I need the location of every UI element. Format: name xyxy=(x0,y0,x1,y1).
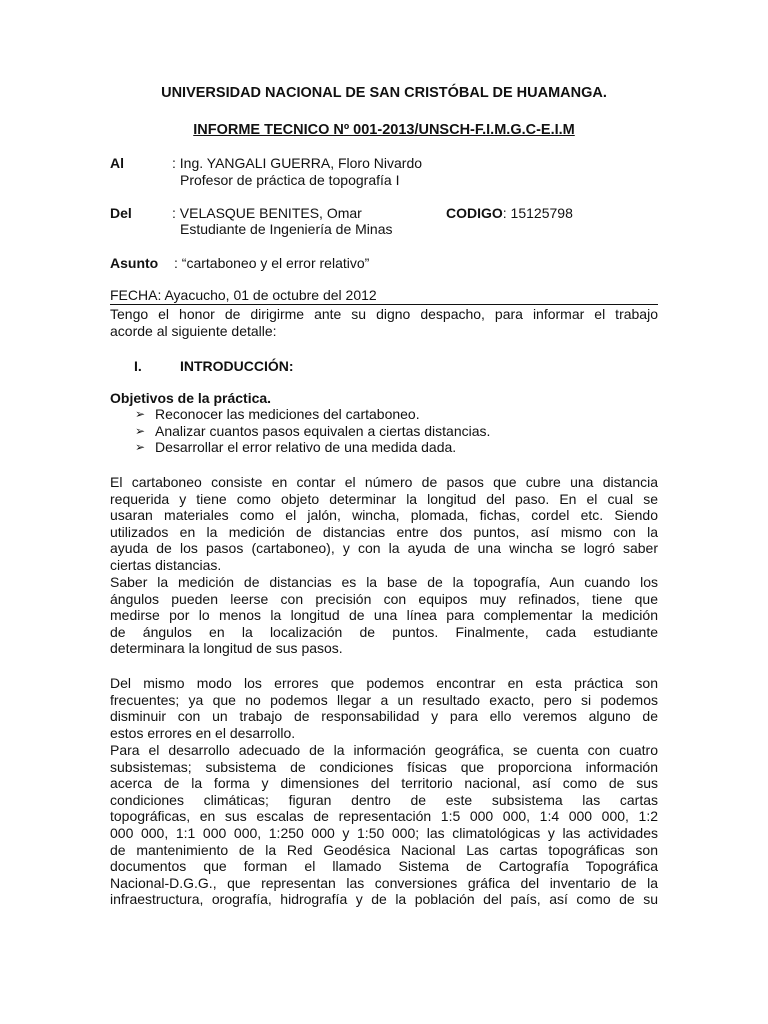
paragraph-line: ciertas distancias. xyxy=(110,556,222,573)
to-role: Profesor de práctica de topografía I xyxy=(180,172,400,188)
paragraph-line: 000 000, 1:1 000 000, 1:250 000 y 1:50 000; las climatológicas y las actividades xyxy=(110,824,658,841)
intro-paragraph xyxy=(110,306,658,339)
list-item xyxy=(135,439,490,456)
from-label: Del xyxy=(110,205,132,221)
paragraph-line: El cartaboneo consiste en contar el número de pasos que cubre una distancia xyxy=(110,474,658,490)
paragraph-line: subsistemas; subsistema de condiciones físicas que proporciona información xyxy=(110,758,658,775)
date-line: FECHA: Ayacucho, 01 de octubre del 2012 xyxy=(110,287,658,305)
paragraph-line: condiciones climáticas; figuran dentro de este subsistema las cartas xyxy=(110,791,658,808)
report-title: INFORME TECNICO Nº 001-2013/UNSCH-F.I.M.G.C-E.I.M xyxy=(193,122,575,138)
paragraph-line: Nacional-D.G.G., que representan las conversiones gráfica del inventario de la xyxy=(110,874,658,891)
list-item xyxy=(135,423,490,440)
subject-value: : “cartaboneo y el error relativo” xyxy=(174,255,370,271)
body-paragraph-1 xyxy=(110,474,658,574)
from-role: Estudiante de Ingeniería de Minas xyxy=(180,221,393,237)
paragraph-line: acerca de la forma y dimensiones del territorio nacional, así como de sus xyxy=(110,775,658,792)
arrow-bullet-icon: ➢ xyxy=(135,407,146,421)
paragraph-line: medirse por lo menos la longitud de una línea para complementar la medición xyxy=(110,607,658,624)
from-name: : VELASQUE BENITES, Omar xyxy=(172,205,362,221)
objectives-title: Objetivos de la práctica. xyxy=(110,390,272,406)
paragraph-line: Para el desarrollo adecuado de la información geográfica, se cuenta con cuatro xyxy=(110,742,658,758)
paragraph-line: infraestructura, orografía, hidrografía y de la población del país, así como de su xyxy=(110,891,658,908)
paragraph-line: documentos que forman el llamado Sistema de Cartografía Topográfica xyxy=(110,858,658,875)
objective-text: Reconocer las mediciones del cartaboneo. xyxy=(155,406,420,422)
objectives-list xyxy=(135,406,490,456)
section-number: I. xyxy=(134,358,142,374)
paragraph-line: ayuda de los pasos (cartaboneo), y con la ayuda de una wincha se logró saber xyxy=(110,540,658,557)
paragraph-line: estos errores en el desarrollo. xyxy=(110,724,296,741)
paragraph-line: Del mismo modo los errores que podemos encontrar en esta práctica son xyxy=(110,675,658,691)
paragraph-line: disminuir con un trabajo de responsabilidad y para ello veremos alguno de xyxy=(110,708,658,725)
paragraph-line: ángulos pueden leerse con precisión con equipos muy refinados, tiene que xyxy=(110,590,658,607)
code-field xyxy=(446,205,573,222)
subject-label: Asunto xyxy=(110,255,159,271)
code-value: : 15125798 xyxy=(502,205,573,221)
arrow-bullet-icon: ➢ xyxy=(135,423,146,438)
to-name: : Ing. YANGALI GUERRA, Floro Nivardo xyxy=(172,155,423,171)
arrow-bullet-icon: ➢ xyxy=(135,440,146,455)
paragraph-line: utilizados en la medición de distancias entre dos puntos, así mismo con la xyxy=(110,523,658,540)
objective-text: Desarrollar el error relativo de una medida dada. xyxy=(155,439,457,456)
paragraph-line: determinara la longitud de sus pasos. xyxy=(110,640,343,657)
body-paragraph-3 xyxy=(110,675,658,741)
section-title: INTRODUCCIÓN: xyxy=(180,358,294,374)
paragraph-line: frecuentes; ya que no podemos llegar a un resultado exacto, pero si podemos xyxy=(110,691,658,708)
list-item xyxy=(135,406,490,423)
paragraph-line: Saber la medición de distancias es la base de la topografía, Aun cuando los xyxy=(110,574,658,590)
objective-text: Analizar cuantos pasos equivalen a ciertas distancias. xyxy=(155,422,491,439)
body-paragraph-2 xyxy=(110,574,658,657)
paragraph-line: acorde al siguiente detalle: xyxy=(110,322,277,339)
paragraph-line: usaran materiales como el jalón, wincha, plomada, fichas, cordel etc. Siendo xyxy=(110,507,658,524)
paragraph-line: requerida y tiene como objeto determinar la longitud del paso. En el cual se xyxy=(110,490,658,507)
paragraph-line: topográficas, en sus escalas de representación 1:5 000 000, 1:4 000 000, 1:2 xyxy=(110,808,658,825)
body-paragraph-4 xyxy=(110,742,658,908)
to-label: Al xyxy=(110,155,124,171)
paragraph-line: Tengo el honor de dirigirme ante su digno despacho, para informar el trabajo xyxy=(110,306,658,322)
university-heading: UNIVERSIDAD NACIONAL DE SAN CRISTÓBAL DE HUAMANGA. xyxy=(161,85,607,101)
paragraph-line: de ángulos en la localización de puntos. Finalmente, cada estudiante xyxy=(110,623,658,640)
code-label: CODIGO xyxy=(446,205,503,221)
paragraph-line: de mantenimiento de la Red Geodésica Nacional Las cartas topográficas son xyxy=(110,841,658,858)
